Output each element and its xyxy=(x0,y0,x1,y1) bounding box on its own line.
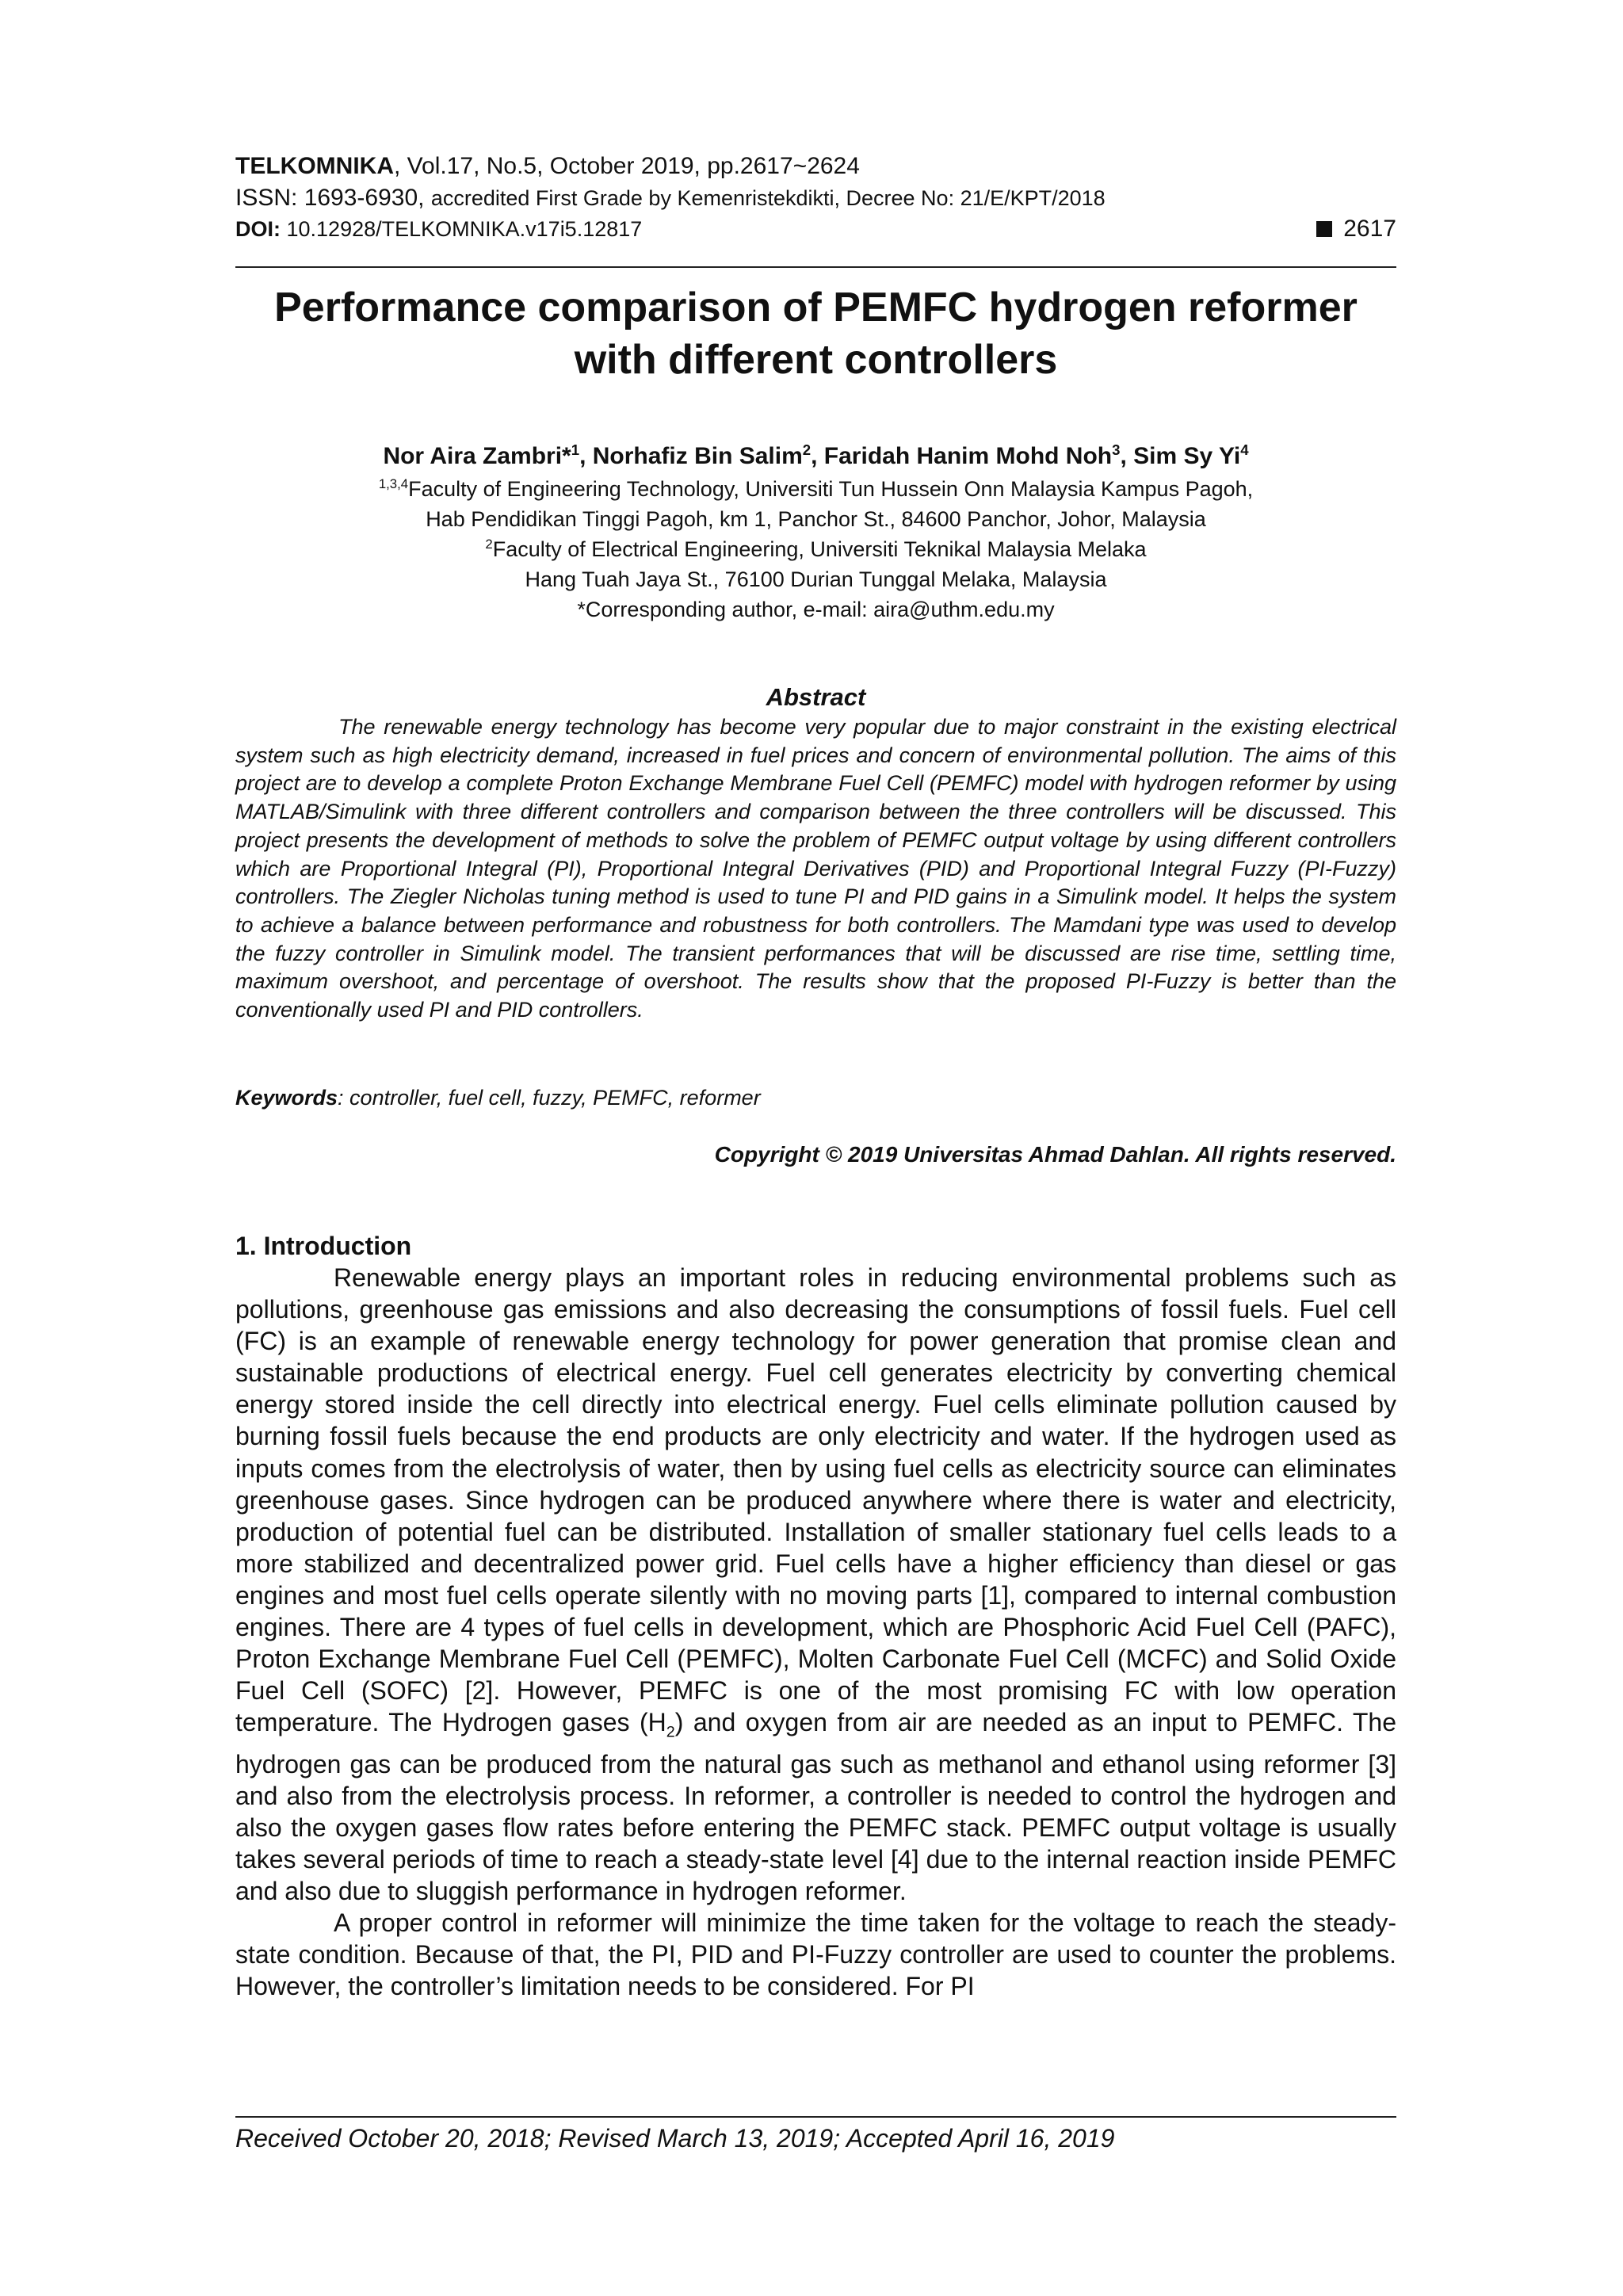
footer-divider xyxy=(235,2116,1396,2118)
accreditation: accredited First Grade by Kemenristekdikti, Decree No: 21/E/KPT/2018 xyxy=(430,186,1106,210)
intro-p1-part-b: ) and oxygen from air are needed as an input to PEMFC. The hydrogen gas can be produced from the natural gas such as methanol and ethanol using reformer [3] and also from the electrolysis process. In reformer, a controller is needed to control the hydrogen and also the oxygen gases flow rates before entering the PEMFC stack. PEMFC output voltage is usually takes several periods of time to reach a steady-state level [4] due to the internal reaction inside PEMFC and also due to sluggish performance in hydrogen reformer. xyxy=(235,1708,1397,1906)
affiliation-2-line-1 xyxy=(235,534,1396,564)
affiliation-1-text: Faculty of Engineering Technology, Universiti Tun Hussein Onn Malaysia Kampus Pagoh, xyxy=(408,477,1254,501)
doi-label: DOI: xyxy=(235,217,281,241)
keywords xyxy=(235,1083,1396,1113)
volume-info: , Vol.17, No.5, October 2019, pp.2617~2624 xyxy=(393,153,860,179)
author-4-sup: 4 xyxy=(1240,441,1249,458)
square-bullet-icon xyxy=(1316,221,1332,237)
intro-p1-part-a: Renewable energy plays an important roles in reducing environmental problems such as pollutions, greenhouse gas emissions and also decreasing the consumptions of fossil fuels. Fuel cell (FC) is an example of renewable energy technology for power generation that promise clean and sustainable productions of electrical energy. Fuel cell generates electricity by converting chemical energy stored inside the cell directly into electrical energy. Fuel cells eliminate pollution caused by burning fossil fuels because the end products are only electricity and water. If the hydrogen used as inputs comes from the electrolysis of water, then by using fuel cells as electricity source can eliminates greenhouse gases. Since hydrogen can be produced anywhere where there is water and electricity, production of potential fuel can be distributed. Installation of smaller stationary fuel cells leads to a more stabilized and decentralized power grid. Fuel cells have a higher efficiency than diesel or gas engines and most fuel cells operate silently with no moving parts [1], compared to internal combustion engines. There are 4 types of fuel cells in development, which are Phosphoric Acid Fuel Cell (PAFC), Proton Exchange Membrane Fuel Cell (PEMFC), Molten Carbonate Fuel Cell (MCFC) and Solid Oxide Fuel Cell (SOFC) [2]. However, PEMFC is one of the most promising FC with low operation temperature. The Hydrogen gases (H xyxy=(235,1263,1396,1737)
issn-line xyxy=(235,182,1396,214)
page-number-value: 2617 xyxy=(1343,216,1396,242)
issn: ISSN: 1693-6930, xyxy=(235,185,431,211)
intro-paragraph-2: A proper control in reformer will minimize the time taken for the voltage to reach the steady-state condition. Because of that, the PI, PID and PI-Fuzzy controller are used to counter the problems. However, the controller’s limitation needs to be considered. For PI xyxy=(235,1908,1396,2001)
author-4: , Sim Sy Yi xyxy=(1120,443,1241,469)
header-divider xyxy=(235,266,1396,268)
received-dates: Received October 20, 2018; Revised March 13, 2019; Accepted April 16, 2019 xyxy=(235,2124,1115,2153)
doi-link[interactable]: 10.12928/TELKOMNIKA.v17i5.12817 xyxy=(281,217,643,241)
author-list xyxy=(235,441,1396,472)
running-header xyxy=(235,151,1396,244)
affiliation-1-line-2: Hab Pendidikan Tinggi Pagoh, km 1, Panchor St., 84600 Panchor, Johor, Malaysia xyxy=(426,507,1206,531)
abstract-text: The renewable energy technology has become very popular due to major constraint in the existing electrical system such as high electricity demand, increased in fuel prices and concern of environmental pollution. The aims of this project are to develop a complete Proton Exchange Membrane Fuel Cell (PEMFC) model with hydrogen reformer by using MATLAB/Simulink with three different controllers and comparison between the three controllers will be discussed. This project presents the development of methods to solve the problem of PEMFC output voltage by using different controllers which are Proportional Integral (PI), Proportional Integral Derivatives (PID) and Proportional Integral Fuzzy (PI-Fuzzy) controllers. The Ziegler Nicholas tuning method is used to tune PI and PID gains in a Simulink model. It helps the system to achieve a balance between performance and robustness for both controllers. The Mamdani type was used to develop the fuzzy controller in Simulink model. The transient performances that will be discussed are rise time, settling time, maximum overshoot, and percentage of overshoot. The results show that the proposed PI-Fuzzy is better than the conventionally used PI and PID controllers. xyxy=(235,715,1396,1022)
intro-paragraph-1 xyxy=(235,1262,1396,1907)
author-1-sup: 1 xyxy=(571,441,580,458)
affiliation-1-line-1 xyxy=(235,474,1396,504)
journal-name: TELKOMNIKA xyxy=(235,153,394,179)
affiliations xyxy=(235,474,1396,625)
author-3-sup: 3 xyxy=(1112,441,1121,458)
affiliation-1-sup: 1,3,4 xyxy=(378,476,409,491)
affiliation-2-text: Faculty of Electrical Engineering, Universiti Teknikal Malaysia Melaka xyxy=(492,537,1147,561)
title-line-2: with different controllers xyxy=(574,337,1058,383)
journal-citation xyxy=(235,151,1396,182)
page-number xyxy=(1316,214,1396,244)
author-2: , Norhafiz Bin Salim xyxy=(579,443,803,469)
author-2-sup: 2 xyxy=(802,441,812,458)
author-1: Nor Aira Zambri* xyxy=(383,443,571,469)
keywords-text: : controller, fuel cell, fuzzy, PEMFC, reformer xyxy=(338,1086,761,1110)
author-3: , Faridah Hanim Mohd Noh xyxy=(811,443,1113,469)
affiliation-2-sup: 2 xyxy=(485,537,493,552)
corresponding-author: *Corresponding author, e-mail: aira@uthm.edu.my xyxy=(577,598,1055,621)
doi-line xyxy=(235,214,1396,244)
keywords-label: Keywords xyxy=(235,1086,338,1110)
section-heading-introduction: 1. Introduction xyxy=(235,1232,412,1260)
paper-title xyxy=(235,281,1396,386)
abstract-heading: Abstract xyxy=(766,683,866,711)
h2-subscript: 2 xyxy=(666,1723,675,1741)
title-line-1: Performance comparison of PEMFC hydrogen reformer xyxy=(274,285,1358,330)
affiliation-2-line-2: Hang Tuah Jaya St., 76100 Durian Tunggal Melaka, Malaysia xyxy=(525,567,1107,591)
copyright-notice: Copyright © 2019 Universitas Ahmad Dahlan. All rights reserved. xyxy=(714,1142,1396,1167)
introduction-body xyxy=(235,1262,1396,2003)
